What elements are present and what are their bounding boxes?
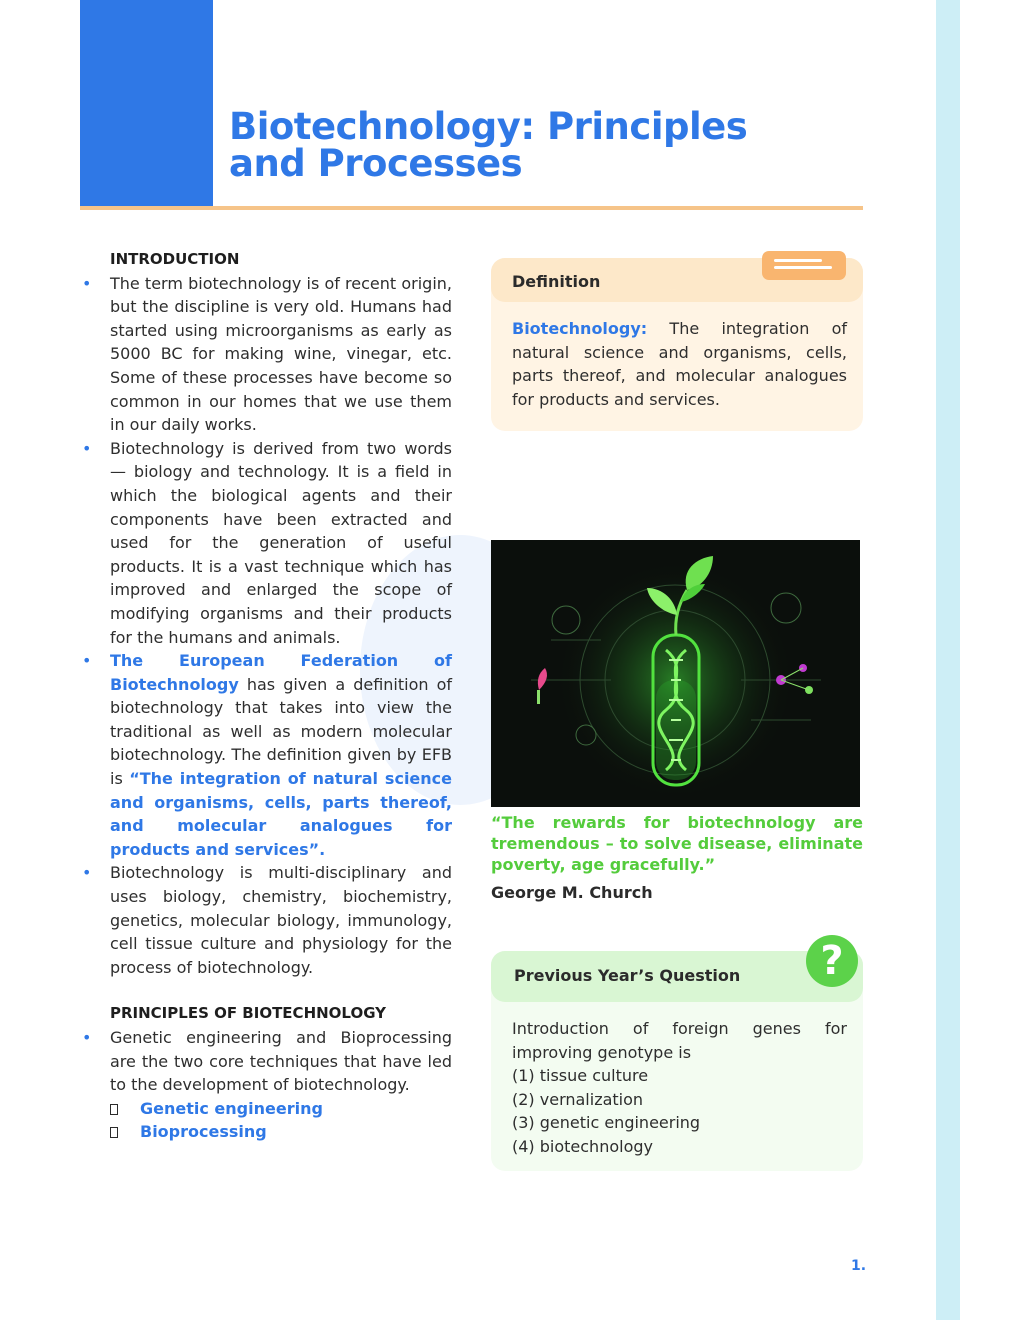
- header-divider: [80, 206, 863, 210]
- list-item: [110, 1120, 452, 1144]
- pyq-option-1: (1) tissue culture: [512, 1066, 649, 1086]
- left-column: [80, 248, 452, 1144]
- intro-bullet-1: The term biotechnology is of recent origin, but the discipline is very old. Humans had started using microorganisms as early as 5000 BC for making wine, vinegar, etc. Some of these processes have become so common in our homes that we use them in our daily works.: [110, 273, 452, 435]
- title-line-2: and Processes: [229, 142, 523, 185]
- pyq-body: [512, 1017, 847, 1159]
- list-item: [80, 1026, 452, 1097]
- pyq-header: [491, 938, 863, 1002]
- efb-definition-quote: “The integration of natural science and organisms, cells, parts thereof, and molecular analogues for products and services”.: [110, 769, 452, 859]
- pyq-option-4: (4) biotechnology: [512, 1136, 653, 1156]
- pyq-option-2: (2) vernalization: [512, 1089, 644, 1109]
- definition-box: [491, 258, 863, 431]
- list-item: [80, 649, 452, 861]
- quote-author: George M. Church: [491, 883, 653, 902]
- dna-test-tube-plant-icon: [491, 540, 860, 807]
- definition-description: The integration of natural science and organisms, cells, parts thereof, and molecular analogues for products and services.: [512, 319, 847, 409]
- biotech-illustration: [491, 540, 860, 807]
- bullet-icon: •: [82, 438, 92, 458]
- pyq-question: Introduction of foreign genes for improving genotype is: [512, 1019, 847, 1062]
- definition-header: [491, 258, 863, 302]
- principles-list: [80, 1026, 452, 1097]
- sub-item-genetic-engineering: Genetic engineering: [140, 1098, 323, 1118]
- list-item: [80, 272, 452, 437]
- principles-bullet-1: Genetic engineering and Bioprocessing are the two core techniques that have led to the development of biotechnology.: [110, 1028, 452, 1095]
- pyq-option-3: (3) genetic engineering: [512, 1113, 701, 1133]
- efb-name: The European Federation of Biotechnology: [110, 651, 452, 694]
- introduction-heading: INTRODUCTION: [110, 250, 240, 268]
- pyq-title: Previous Year’s Question: [514, 966, 741, 985]
- intro-bullet-4: Biotechnology is multi-disciplinary and uses biology, chemistry, biochemistry, genetics, molecular biology, immunology, cell tissue culture and physiology for the process of biotechnology.: [110, 863, 452, 977]
- principles-heading: PRINCIPLES OF BIOTECHNOLOGY: [110, 1004, 387, 1023]
- page-number: 1.: [851, 1258, 867, 1274]
- side-band: [936, 0, 960, 1320]
- header-color-block: [80, 0, 213, 206]
- definition-text: [512, 317, 847, 411]
- introduction-list: [80, 272, 452, 980]
- list-item: [110, 1097, 452, 1121]
- bullet-icon: •: [82, 273, 92, 293]
- square-bullet-icon: [110, 1104, 118, 1115]
- previous-year-question-box: [491, 938, 863, 1171]
- question-mark-icon: ?: [806, 935, 858, 987]
- sub-item-bioprocessing: Bioprocessing: [140, 1122, 267, 1142]
- definition-title: Definition: [512, 272, 601, 291]
- title-line-1: Biotechnology: Principles: [229, 105, 748, 148]
- note-lines-icon: [762, 251, 846, 280]
- page-title: [229, 105, 748, 185]
- list-item: [80, 861, 452, 979]
- bullet-icon: •: [82, 1028, 92, 1047]
- definition-term: Biotechnology:: [512, 319, 648, 338]
- intro-bullet-2: Biotechnology is derived from two words — biology and technology. It is a field in which the biological agents and their components have been extracted and used for the generation of useful products. It is a vast technique which has improved and enlarged the scope of modifying organisms and their products for the humans and animals.: [110, 438, 452, 647]
- intro-bullet-3-text: has given a definition of biotechnology that takes into view the traditional as well as modern molecular biotechnology. The definition given by EFB is: [110, 674, 452, 789]
- quote-text: “The rewards for biotechnology are tremendous – to solve disease, eliminate poverty, age gracefully.”: [491, 813, 863, 874]
- bullet-icon: •: [82, 863, 92, 883]
- principles-sublist: [80, 1097, 452, 1144]
- bullet-icon: •: [82, 651, 92, 671]
- square-bullet-icon: [110, 1127, 118, 1138]
- list-item: [80, 437, 452, 649]
